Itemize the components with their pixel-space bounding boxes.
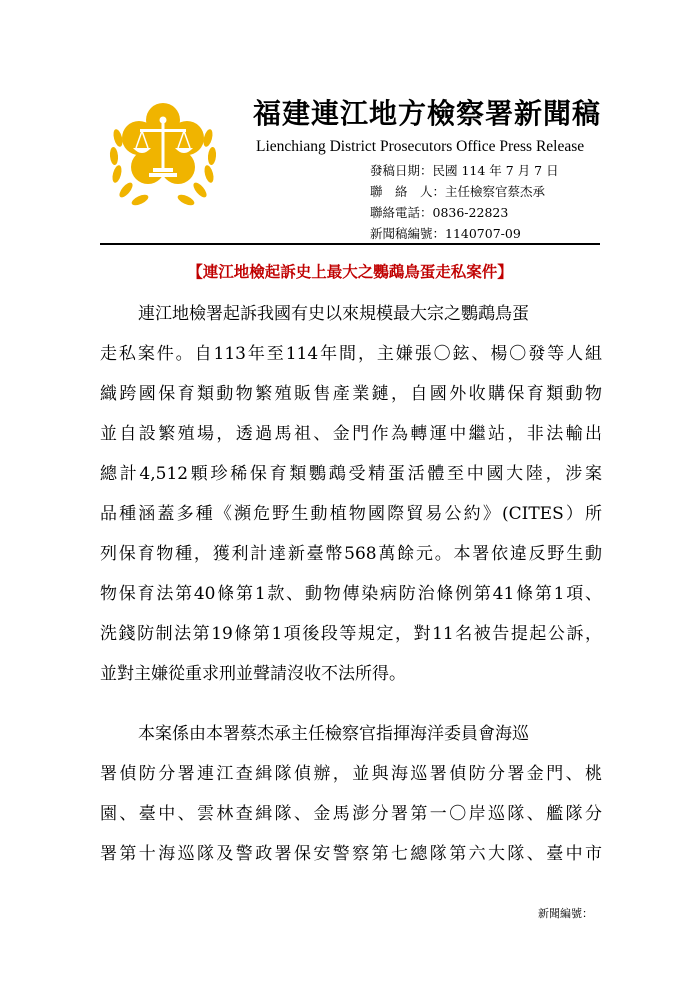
prosecutors-emblem-icon <box>104 98 222 210</box>
paragraph-line: 署第十海巡隊及警政署保安警察第七總隊第六大隊、臺中市 <box>100 844 602 864</box>
paragraph-line: 並對主嫌從重求刑並聲請沒收不法所得。 <box>100 664 406 684</box>
release-number: 新聞稿編號：1140707-09 <box>370 226 521 241</box>
paragraph-2 <box>100 714 602 874</box>
paragraph-line: 織跨國保育類動物繁殖販售產業鏈，自國外收購保育類動物 <box>100 384 602 404</box>
paragraph-line: 列保育物種，獲利計達新臺幣568萬餘元。本署依違反野生動 <box>100 544 602 564</box>
release-date: 發稿日期：民國 114 年 7 月 7 日 <box>370 163 559 178</box>
paragraph-line: 洗錢防制法第19條第1項後段等規定，對11名被告提起公訴， <box>100 624 602 644</box>
paragraph-line: 總計4,512顆珍稀保育類鸚鵡受精蛋活體至中國大陸，涉案 <box>100 464 602 484</box>
paragraph-line: 品種涵蓋多種《瀕危野生動植物國際貿易公約》(CITES）所 <box>100 504 602 524</box>
paragraph-line: 並自設繁殖場，透過馬祖、金門作為轉運中繼站，非法輸出 <box>100 424 602 444</box>
header-divider <box>100 243 600 245</box>
english-subtitle: Lienchiang District Prosecutors Office Press Release <box>256 138 585 155</box>
paragraph-line: 本案係由本署蔡杰承主任檢察官指揮海洋委員會海巡 <box>138 724 529 744</box>
paragraph-line: 物保育法第40條第1款、動物傳染病防治條例第41條第1項、 <box>100 584 602 604</box>
headline: 【連江地檢起訴史上最大之鸚鵡鳥蛋走私案件】 <box>187 262 513 281</box>
contact-person: 聯 絡 人：主任檢察官蔡杰承 <box>370 184 546 199</box>
contact-phone: 聯絡電話：0836-22823 <box>370 205 509 220</box>
paragraph-line: 署偵防分署連江查緝隊偵辦，並與海巡署偵防分署金門、桃 <box>100 764 602 784</box>
release-meta <box>370 160 559 244</box>
paragraph-1 <box>100 294 602 694</box>
footer-news-number: 新聞編號： <box>538 907 593 920</box>
paragraph-line: 園、臺中、雲林查緝隊、金馬澎分署第一〇岸巡隊、艦隊分 <box>100 804 602 824</box>
paragraph-line: 連江地檢署起訴我國有史以來規模最大宗之鸚鵡鳥蛋 <box>138 304 529 324</box>
paragraph-line: 走私案件。自113年至114年間，主嫌張〇鉉、楊〇發等人組 <box>100 344 602 364</box>
page-title: 福建連江地方檢察署新聞稿 <box>253 97 602 130</box>
